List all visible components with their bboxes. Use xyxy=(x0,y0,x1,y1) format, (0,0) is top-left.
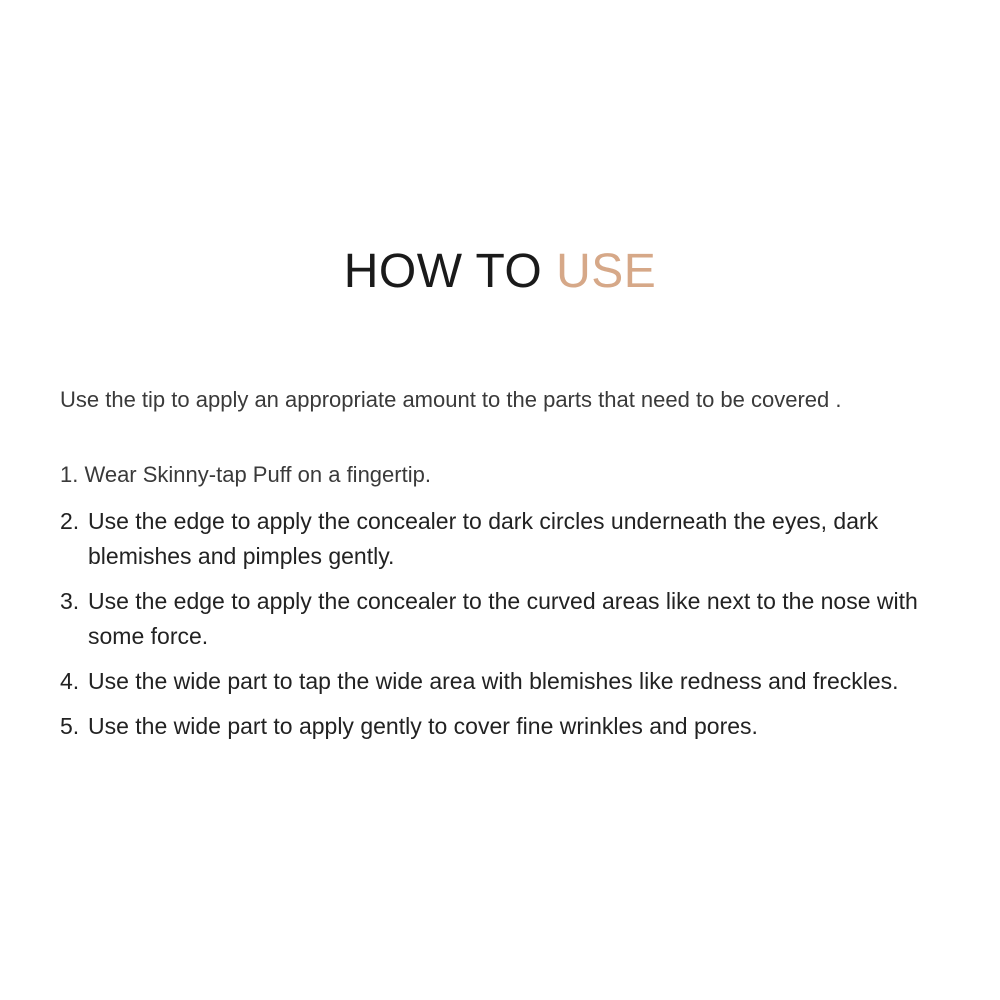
step-5 xyxy=(60,709,940,744)
step-1: 1. Wear Skinny-tap Puff on a fingertip. xyxy=(60,462,431,487)
step-number: 2. xyxy=(60,508,80,534)
title-accent: USE xyxy=(556,245,657,298)
step-text: Use the edge to apply the concealer to the curved areas like next to the nose with some force. xyxy=(88,588,918,649)
step-3 xyxy=(60,584,940,654)
step-2 xyxy=(60,504,940,574)
title-main: HOW TO xyxy=(343,245,543,298)
step-text: Use the wide part to tap the wide area with blemishes like redness and freckles. xyxy=(88,668,899,694)
steps-list xyxy=(60,504,940,754)
page-title xyxy=(0,240,1000,304)
step-text: Use the wide part to apply gently to cover fine wrinkles and pores. xyxy=(88,713,758,739)
step-number: 3. xyxy=(60,588,80,614)
step-number: 5. xyxy=(60,713,80,739)
step-number: 4. xyxy=(60,668,80,694)
step-4 xyxy=(60,664,940,699)
intro-text: Use the tip to apply an appropriate amount to the parts that need to be covered . xyxy=(60,387,842,412)
step-text: Use the edge to apply the concealer to dark circles underneath the eyes, dark blemishes and pimples gently. xyxy=(88,508,879,569)
